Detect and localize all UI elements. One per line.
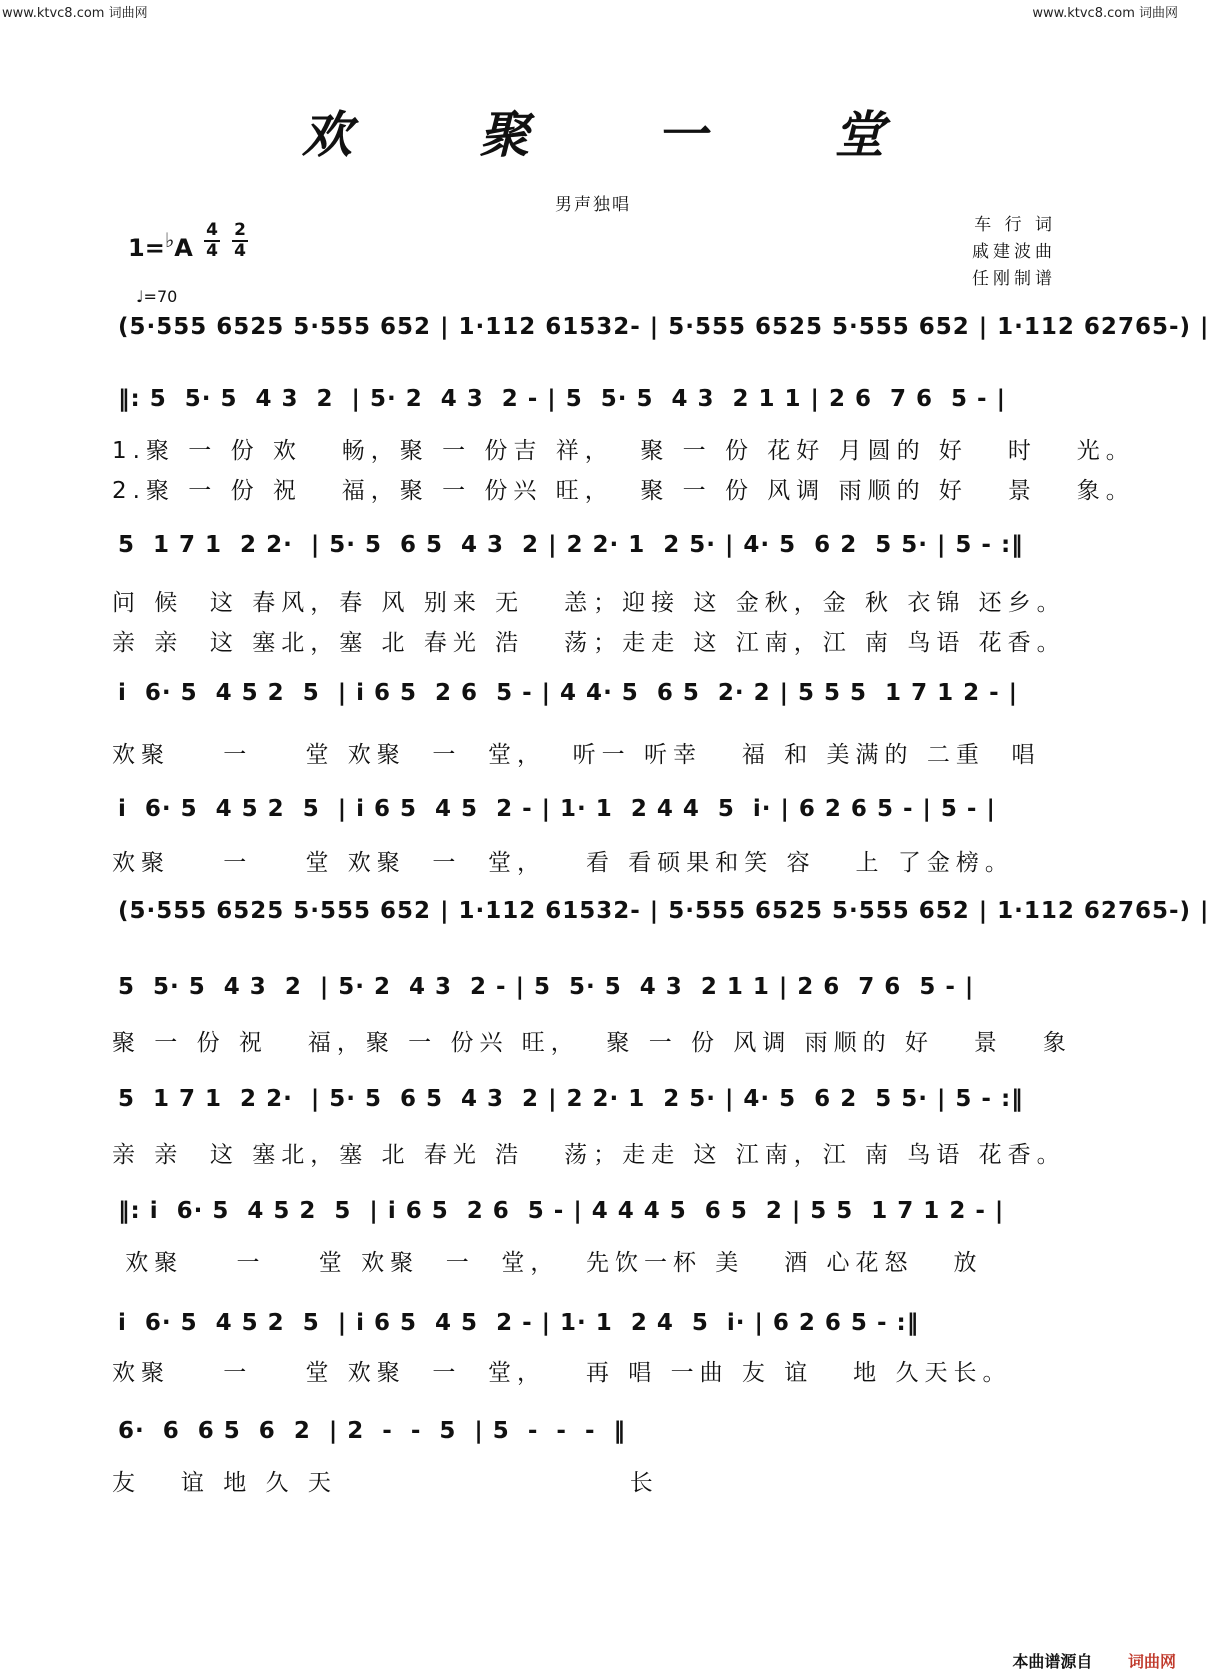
- notation-text: 5 1 7 1 2 2· | 5· 5 6 5 4 3 2 | 2 2· 1 2 5· | 4· 5 6 2 5 5· | 5 - :‖: [118, 532, 1024, 558]
- score-line-6: [118, 884, 1209, 936]
- lyric-line-9: 欢聚 一 堂 欢聚 一 堂， 先饮一杯 美 酒 心花怒 放: [112, 1250, 983, 1276]
- score-line-5: [118, 782, 1068, 834]
- notation-text: ‖: 5 5· 5 4 3 2 | 5· 2 4 3 2 - | 5 5· 5 4 3 2 1 1 | 2 6 7 6 5 - |: [118, 386, 1006, 412]
- score-line-9: [118, 1184, 1068, 1236]
- time-sig-bottom: 4: [206, 241, 218, 261]
- time-signature-2: [232, 222, 248, 260]
- notation-text: (5·555 6525 5·555 652 | 1·112 61532- | 5·555 6525 5·555 652 | 1·112 62765-) |: [118, 898, 1209, 924]
- key-note: A: [174, 234, 193, 262]
- site-header-left[interactable]: www.ktvc8.com 词曲网: [2, 6, 148, 21]
- notation-text: (5·555 6525 5·555 652 | 1·112 61532- | 5·555 6525 5·555 652 | 1·112 62765-) |: [118, 314, 1209, 340]
- lyric-line-10: 欢聚 一 堂 欢聚 一 堂， 再 唱 一曲 友 谊 地 久天长。: [112, 1360, 1012, 1386]
- notation-text: i 6· 5 4 5 2 5 | i 6 5 2 6 5 - | 4 4· 5 6 5 2· 2 | 5 5 5 1 7 1 2 - |: [118, 680, 1019, 706]
- score-line-10: [118, 1296, 1068, 1348]
- tempo-marking: ♩=70: [136, 287, 178, 306]
- notation-text: i 6· 5 4 5 2 5 | i 6 5 4 5 2 - | 1· 1 2 4 5 i· | 6 2 6 5 - :‖: [118, 1310, 920, 1336]
- key-prefix: 1=: [128, 234, 165, 262]
- key-signature: [128, 228, 193, 262]
- lyric-line-6: 欢聚 一 堂 欢聚 一 堂， 看 看硕果和笑 容 上 了金榜。: [112, 850, 1014, 876]
- time-sig-top: 2: [234, 220, 246, 240]
- score-line-4: [118, 666, 1068, 718]
- composer-credit: 戚建波曲: [972, 242, 1056, 262]
- lyric-line-8: 亲 亲 这 塞北，塞 北 春光 浩 荡；走走 这 江南，江 南 鸟语 花香。: [112, 1142, 1066, 1168]
- notation-text: 5 5· 5 4 3 2 | 5· 2 4 3 2 - | 5 5· 5 4 3 2 1 1 | 2 6 7 6 5 - |: [118, 974, 975, 1000]
- lyric-line-2: 2.聚 一 份 祝 福，聚 一 份兴 旺， 聚 一 份 风调 雨顺的 好 景 象。: [112, 478, 1135, 504]
- notation-text: ‖: i 6· 5 4 5 2 5 | i 6 5 2 6 5 - | 4 4 4 5 6 5 2 | 5 5 1 7 1 2 - |: [118, 1198, 1005, 1224]
- notation-text: i 6· 5 4 5 2 5 | i 6 5 4 5 2 - | 1· 1 2 4 4 5 i· | 6 2 6 5 - | 5 - |: [118, 796, 996, 822]
- footer: [1012, 1649, 1176, 1672]
- score-line-1: [118, 300, 1209, 352]
- credits: [972, 212, 1056, 293]
- time-sig-top: 4: [206, 220, 218, 240]
- score-line-7: [118, 960, 1068, 1012]
- notation-text: 6· 6 6 5 6 2 | 2 - - 5 | 5 - - - ‖: [118, 1418, 627, 1444]
- time-sig-bottom: 4: [234, 241, 246, 261]
- lyric-line-1: 1.聚 一 份 欢 畅，聚 一 份吉 祥， 聚 一 份 花好 月圆的 好 时 光。: [112, 438, 1135, 464]
- arranger-credit: 任刚制谱: [972, 269, 1056, 289]
- flat-accidental: ♭: [164, 228, 175, 252]
- lyric-line-11: 友 谊 地 久 天 长: [112, 1470, 659, 1496]
- song-subtitle: 男声独唱: [555, 195, 631, 215]
- lyric-line-7: 聚 一 份 祝 福，聚 一 份兴 旺， 聚 一 份 风调 雨顺的 好 景 象: [112, 1030, 1072, 1056]
- site-header-right[interactable]: www.ktvc8.com 词曲网: [1032, 6, 1178, 21]
- lyric-line-4: 亲 亲 这 塞北，塞 北 春光 浩 荡；走走 这 江南，江 南 鸟语 花香。: [112, 630, 1066, 656]
- lyricist-credit: 车 行 词: [974, 215, 1056, 235]
- footer-source: 本曲谱源自: [1012, 1652, 1093, 1671]
- lyric-line-3: 问 候 这 春风，春 风 别来 无 恙；迎接 这 金秋，金 秋 衣锦 还乡。: [112, 590, 1066, 616]
- score-line-2: [118, 372, 1068, 424]
- score-line-3: [118, 518, 1068, 570]
- score-line-8: [118, 1072, 1068, 1124]
- song-title: 欢 聚 一 堂: [301, 105, 940, 164]
- time-signature-1: [204, 222, 220, 260]
- notation-text: 5 1 7 1 2 2· | 5· 5 6 5 4 3 2 | 2 2· 1 2 5· | 4· 5 6 2 5 5· | 5 - :‖: [118, 1086, 1024, 1112]
- score-line-11: [118, 1404, 1068, 1456]
- site-logo[interactable]: 词曲网: [1127, 1652, 1176, 1671]
- lyric-line-5: 欢聚 一 堂 欢聚 一 堂， 听一 听幸 福 和 美满的 二重 唱: [112, 742, 1041, 768]
